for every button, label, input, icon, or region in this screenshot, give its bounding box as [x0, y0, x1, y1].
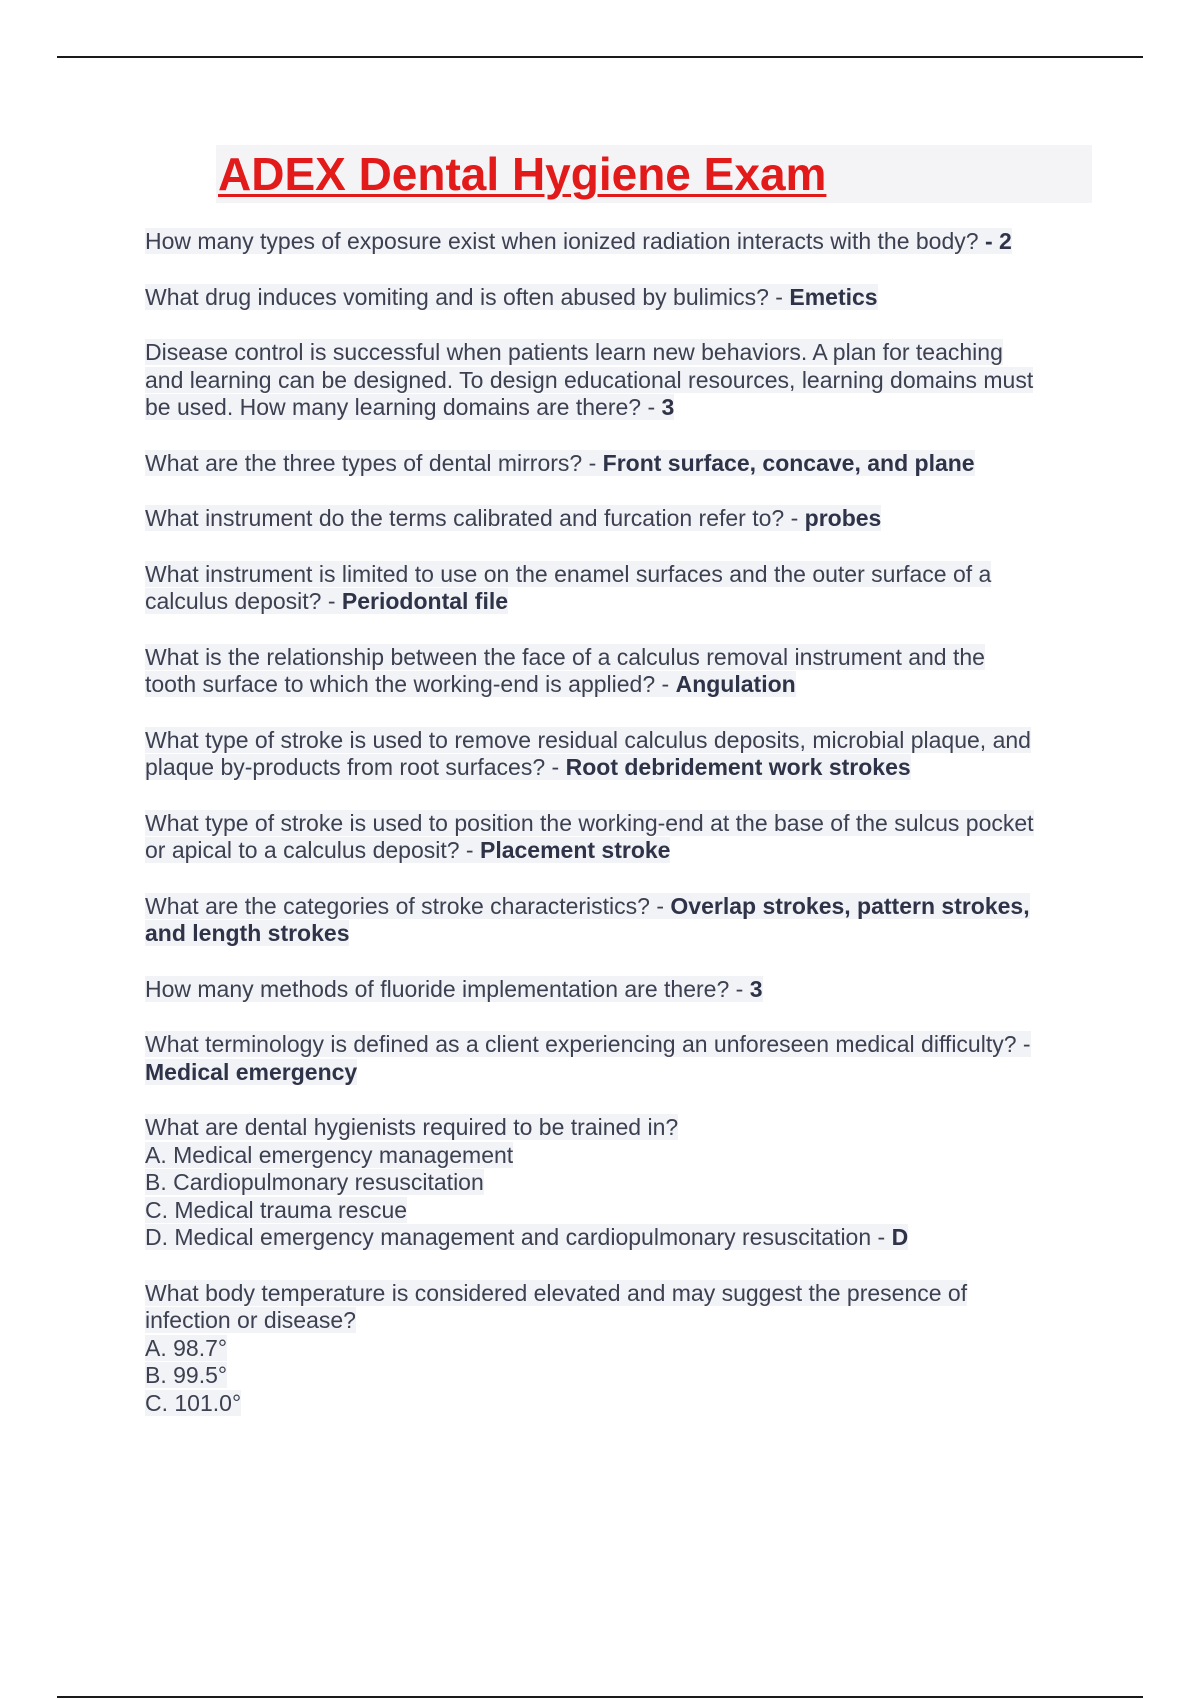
answer-text: Periodontal file: [341, 588, 509, 614]
qa-item-11: [145, 976, 1095, 1004]
qa-item-10: [145, 893, 1095, 948]
option-b: B. Cardiopulmonary resuscitation: [145, 1169, 484, 1195]
question-text: plaque by-products from root surfaces? - Root debridement work strokes: [145, 754, 911, 780]
qa-item-5: [145, 505, 1095, 533]
answer-text: probes: [804, 505, 882, 531]
question-text: tooth surface to which the working-end is applied? - Angulation: [145, 671, 796, 697]
bottom-rule: [57, 1696, 1143, 1698]
question-text: or apical to a calculus deposit? - Placement stroke: [145, 837, 671, 863]
question-text: What is the relationship between the face of a calculus removal instrument and the: [145, 643, 985, 670]
question-text: What drug induces vomiting and is often abused by bulimics? - Emetics: [145, 283, 878, 310]
question-text: What body temperature is considered elevated and may suggest the presence of: [145, 1279, 968, 1306]
qa-item-2: [145, 284, 1095, 312]
answer-text: 3: [749, 975, 763, 1002]
question-text: How many methods of fluoride implementation are there? - 3: [145, 975, 763, 1002]
answer-text: 3: [661, 394, 675, 420]
question-text: What are the categories of stroke characteristics? - Overlap strokes, pattern strokes,: [145, 892, 1030, 919]
option-c: C. 101.0°: [145, 1389, 242, 1416]
answer-text: 2: [999, 228, 1012, 254]
answer-continuation: Medical emergency: [145, 1058, 358, 1085]
option-a: A. Medical emergency management: [145, 1141, 514, 1168]
qa-item-6: [145, 561, 1095, 616]
qa-list: [145, 228, 1095, 1445]
qa-item-12: [145, 1031, 1095, 1086]
question-text: calculus deposit? - Periodontal file: [145, 588, 509, 614]
question-text: What instrument is limited to use on the enamel surfaces and the outer surface of a: [145, 560, 992, 587]
option-b: B. 99.5°: [145, 1362, 228, 1388]
qa-item-1: [145, 228, 1095, 256]
document-title: ADEX Dental Hygiene Exam: [218, 148, 827, 200]
answer-text: Emetics: [789, 283, 878, 310]
answer-text: D: [891, 1224, 909, 1250]
option-a: A. 98.7°: [145, 1334, 228, 1361]
question-text: What are dental hygienists required to be trained in?: [145, 1114, 679, 1140]
option-c: C. Medical trauma rescue: [145, 1196, 408, 1223]
qa-item-7: [145, 644, 1095, 699]
question-text: How many types of exposure exist when ionized radiation interacts with the body? - 2: [145, 228, 1012, 254]
question-text: Disease control is successful when patients learn new behaviors. A plan for teaching: [145, 339, 1003, 365]
answer-text: Overlap strokes, pattern strokes,: [670, 892, 1030, 919]
question-text: What type of stroke is used to remove residual calculus deposits, microbial plaque, and: [145, 726, 1031, 753]
question-text: What terminology is defined as a client experiencing an unforeseen medical difficulty? -: [145, 1031, 1031, 1057]
qa-item-4: [145, 450, 1095, 478]
qa-item-3: [145, 339, 1095, 422]
qa-item-9: [145, 810, 1095, 865]
answer-dash: -: [984, 228, 1000, 254]
answer-text: Placement stroke: [479, 837, 671, 863]
answer-continuation: and length strokes: [145, 920, 350, 946]
question-text: What type of stroke is used to position the working-end at the base of the sulcus pocket: [145, 809, 1034, 836]
question-text: What instrument do the terms calibrated and furcation refer to? - probes: [145, 505, 882, 531]
answer-text: Front surface, concave, and plane: [602, 449, 975, 476]
answer-text: Root debridement work strokes: [565, 754, 911, 780]
qa-item-13: [145, 1114, 1095, 1252]
qa-item-8: [145, 727, 1095, 782]
question-text: What are the three types of dental mirrors? - Front surface, concave, and plane: [145, 449, 975, 476]
question-text: infection or disease?: [145, 1307, 356, 1333]
qa-item-14: [145, 1280, 1095, 1418]
answer-text: Angulation: [675, 671, 796, 697]
question-text: be used. How many learning domains are there? - 3: [145, 394, 675, 420]
top-rule: [57, 56, 1143, 58]
question-text: and learning can be designed. To design educational resources, learning domains must: [145, 366, 1034, 393]
option-d: D. Medical emergency management and cardiopulmonary resuscitation - D: [145, 1224, 909, 1250]
